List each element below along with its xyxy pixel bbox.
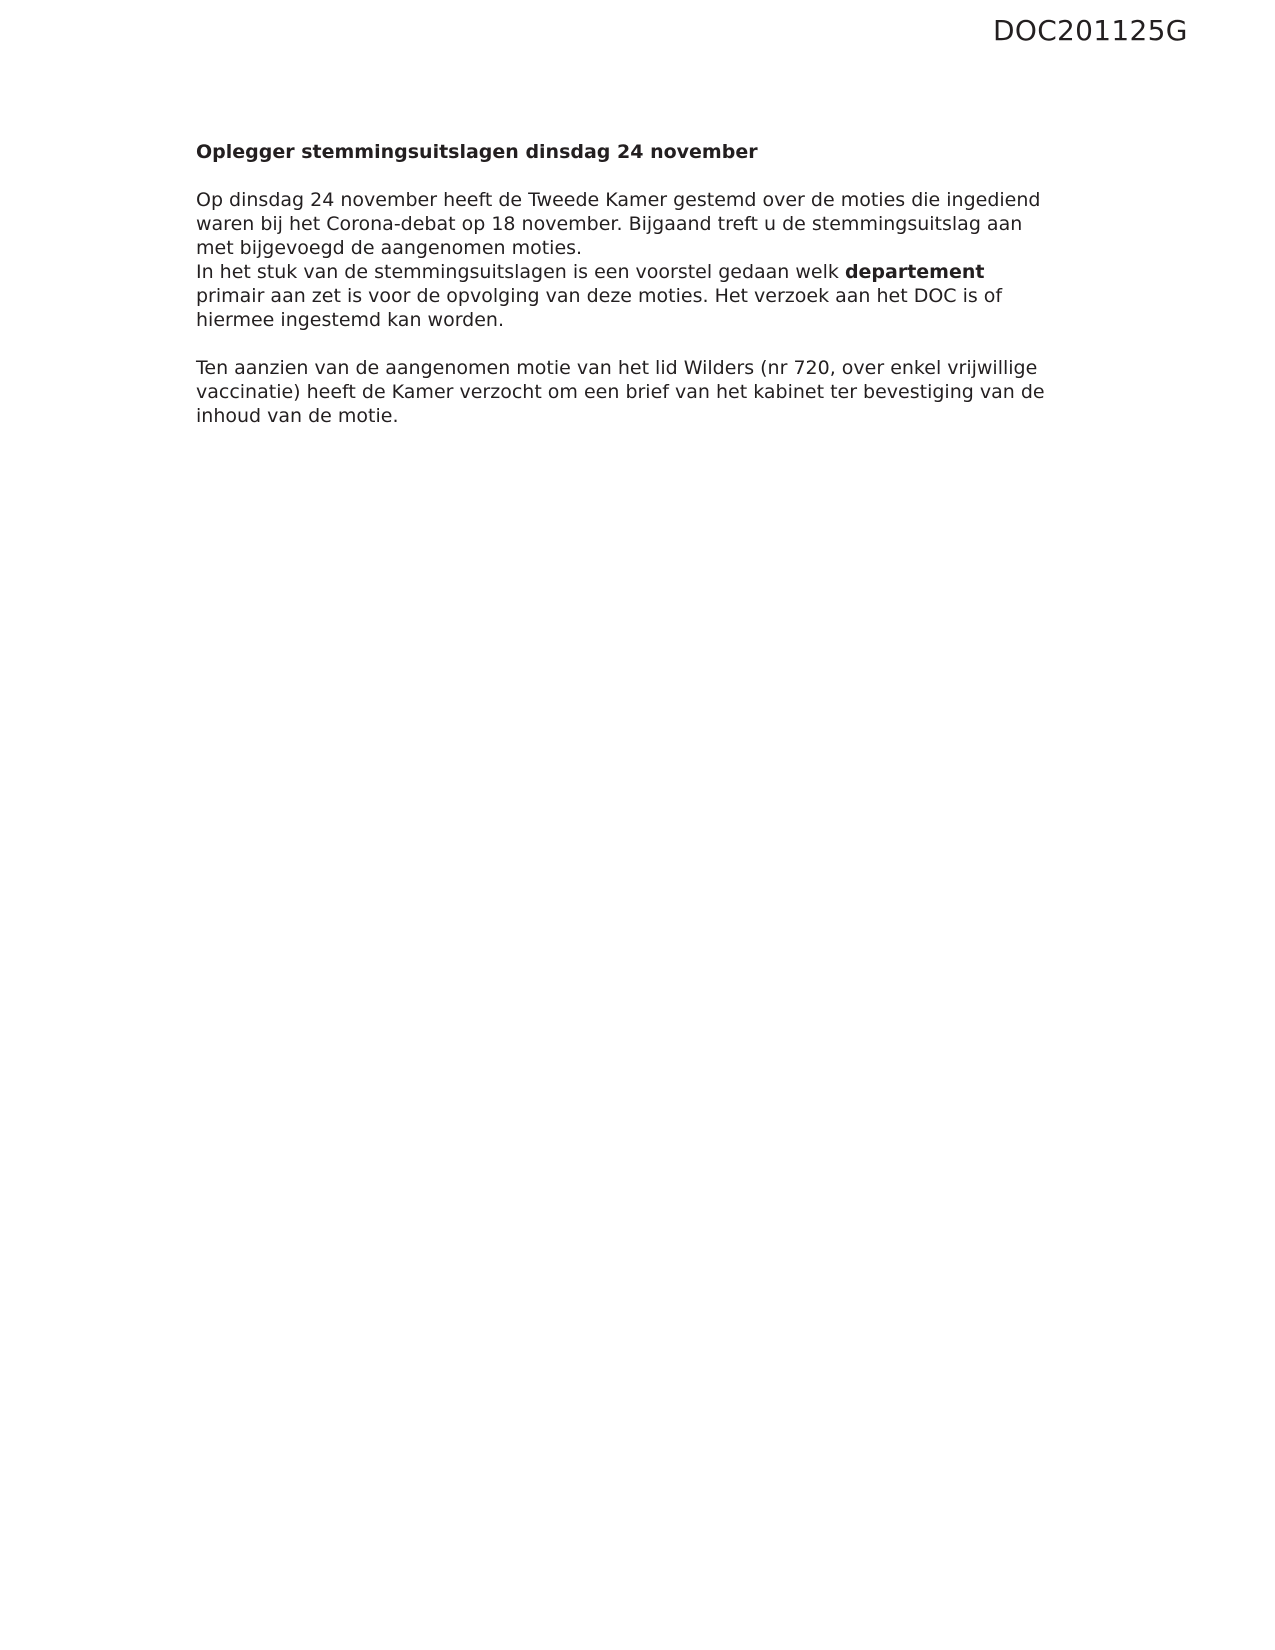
text-line: hiermee ingestemd kan worden.: [196, 309, 504, 331]
document-id: DOC201125G: [993, 14, 1188, 47]
text-segment: In het stuk van de stemmingsuitslagen is een voorstel gedaan welk: [196, 261, 845, 283]
text-line: primair aan zet is voor de opvolging van deze moties. Het verzoek aan het DOC is of: [196, 285, 1003, 307]
paragraph-spacer: [196, 332, 1096, 356]
document-body: [196, 140, 1096, 428]
text-line: waren bij het Corona-debat op 18 november. Bijgaand treft u de stemmingsuitslag aan: [196, 213, 1023, 235]
paragraph-wilders-motion: [196, 356, 1096, 428]
text-line: Ten aanzien van de aangenomen motie van het lid Wilders (nr 720, over enkel vrijwillige: [196, 357, 1038, 379]
text-line: inhoud van de motie.: [196, 405, 399, 427]
text-line: [196, 260, 1096, 284]
paragraph-voting-results: [196, 188, 1096, 332]
emphasis-departement: departement: [844, 261, 985, 283]
text-line: Op dinsdag 24 november heeft de Tweede Kamer gestemd over de moties die ingediend: [196, 189, 1041, 211]
document-title: Oplegger stemmingsuitslagen dinsdag 24 november: [196, 141, 758, 163]
text-line: met bijgevoegd de aangenomen moties.: [196, 237, 583, 259]
text-line: vaccinatie) heeft de Kamer verzocht om een brief van het kabinet ter bevestiging van de: [196, 381, 1045, 403]
